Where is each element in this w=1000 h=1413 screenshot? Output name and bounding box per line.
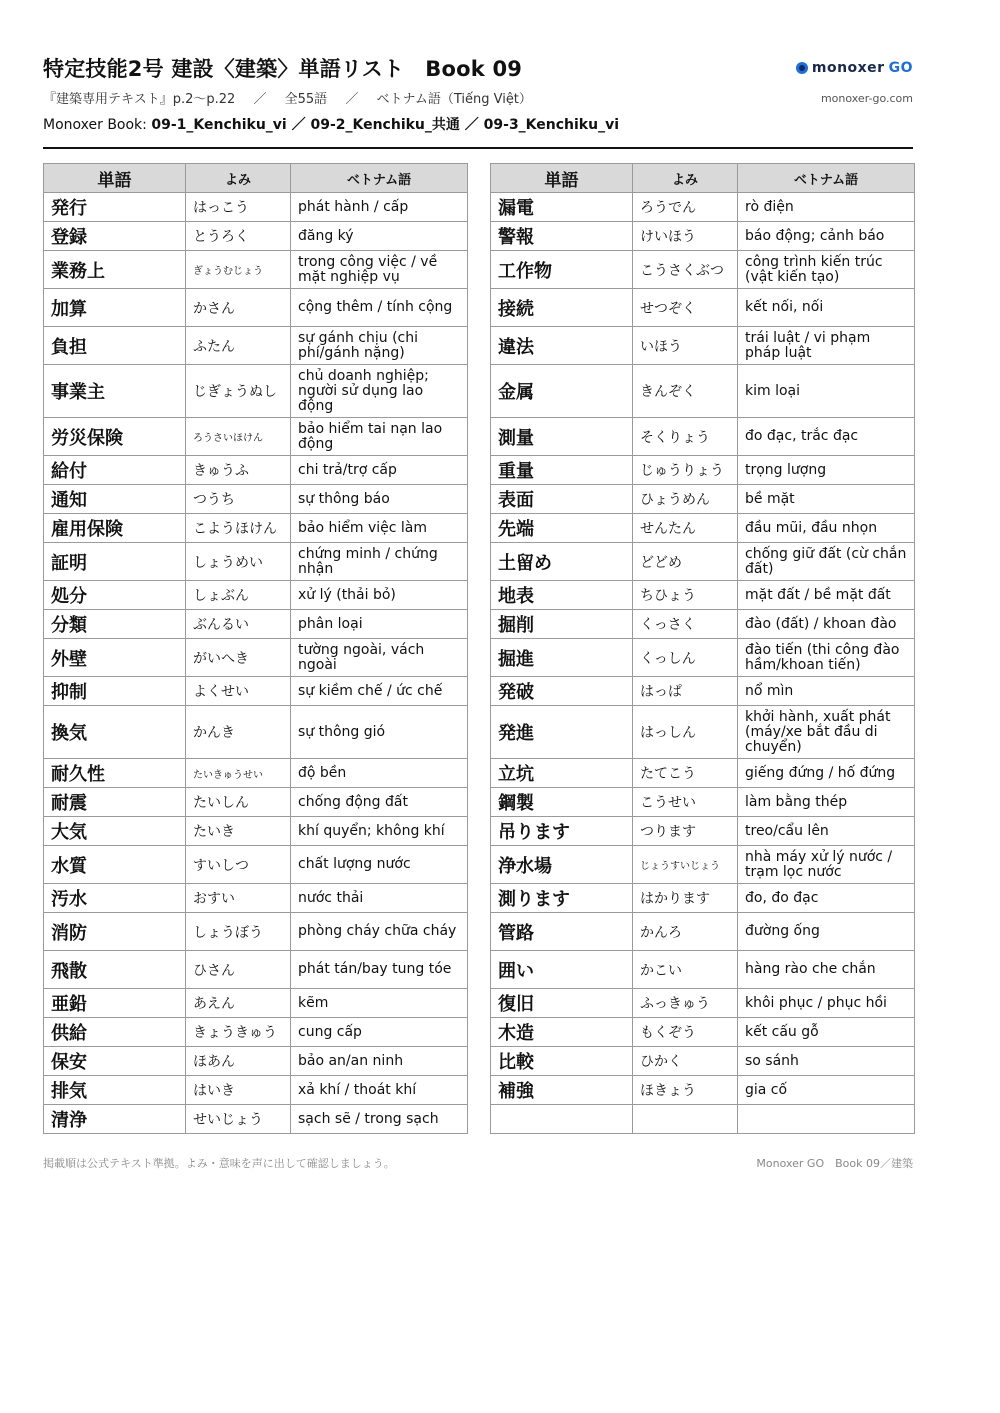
- meaning-cell: chứng minh / chứng nhận: [291, 543, 468, 581]
- yomi-cell: しょうめい: [186, 543, 291, 581]
- meaning-cell: cung cấp: [291, 1018, 468, 1047]
- yomi-cell: ろうさいほけん: [186, 418, 291, 456]
- page-title: 特定技能2号 建設〈建築〉単語リスト Book 09: [43, 57, 523, 81]
- word-cell: 木造: [491, 1018, 633, 1047]
- table-row: [491, 1105, 915, 1134]
- column-header-meaning: ベトナム語: [291, 164, 468, 193]
- meaning-cell: xả khí / thoát khí: [291, 1076, 468, 1105]
- table-row: [44, 1047, 468, 1076]
- word-cell: 重量: [491, 456, 633, 485]
- meaning-cell: phân loại: [291, 610, 468, 639]
- meaning-cell: đào (đất) / khoan đào: [738, 610, 915, 639]
- word-cell: 亜鉛: [44, 989, 186, 1018]
- meaning-cell: đo, đo đạc: [738, 884, 915, 913]
- word-count: 全55語: [284, 92, 328, 107]
- meaning-cell: kẽm: [291, 989, 468, 1018]
- table-row: [44, 639, 468, 677]
- meaning-cell: gia cố: [738, 1076, 915, 1105]
- meaning-cell: sự kiềm chế / ức chế: [291, 677, 468, 706]
- yomi-cell: けいほう: [633, 222, 738, 251]
- meaning-cell: giếng đứng / hố đứng: [738, 759, 915, 788]
- yomi-cell: こようほけん: [186, 514, 291, 543]
- yomi-cell: くっさく: [633, 610, 738, 639]
- yomi-cell: はっしん: [633, 706, 738, 759]
- meaning-cell: trong công việc / về mặt nghiệp vụ: [291, 251, 468, 289]
- word-cell: 雇用保険: [44, 514, 186, 543]
- meaning-cell: rò điện: [738, 193, 915, 222]
- meaning-cell: công trình kiến trúc (vật kiến tạo): [738, 251, 915, 289]
- word-cell: 工作物: [491, 251, 633, 289]
- page-subtitle: [43, 91, 913, 109]
- yomi-cell: ふっきゅう: [633, 989, 738, 1018]
- word-cell: 接続: [491, 289, 633, 327]
- table-row: [491, 418, 915, 456]
- meaning-cell: [738, 1105, 915, 1134]
- column-header-yomi: よみ: [186, 164, 291, 193]
- word-cell: 事業主: [44, 365, 186, 418]
- table-row: [491, 514, 915, 543]
- meaning-cell: phát hành / cấp: [291, 193, 468, 222]
- table-row: [44, 706, 468, 759]
- word-cell: 管路: [491, 913, 633, 951]
- table-row: [44, 251, 468, 289]
- yomi-cell: つります: [633, 817, 738, 846]
- yomi-cell: ぶんるい: [186, 610, 291, 639]
- yomi-cell: しょぶん: [186, 581, 291, 610]
- meaning-cell: bảo an/an ninh: [291, 1047, 468, 1076]
- yomi-cell: そくりょう: [633, 418, 738, 456]
- table-row: [44, 193, 468, 222]
- table-header-row: [44, 164, 468, 193]
- target-language: ベトナム語（Tiếng Việt）: [376, 92, 532, 107]
- yomi-cell: かんろ: [633, 913, 738, 951]
- word-cell: 掘進: [491, 639, 633, 677]
- table-row: [491, 817, 915, 846]
- table-row: [491, 913, 915, 951]
- yomi-cell: かさん: [186, 289, 291, 327]
- yomi-cell: こうさくぶつ: [633, 251, 738, 289]
- yomi-cell: ふたん: [186, 327, 291, 365]
- table-row: [491, 706, 915, 759]
- meaning-cell: chủ doanh nghiệp; người sử dụng lao động: [291, 365, 468, 418]
- meaning-cell: chất lượng nước: [291, 846, 468, 884]
- table-row: [44, 581, 468, 610]
- yomi-cell: すいしつ: [186, 846, 291, 884]
- word-cell: 吊ります: [491, 817, 633, 846]
- yomi-cell: はっぱ: [633, 677, 738, 706]
- meaning-cell: nổ mìn: [738, 677, 915, 706]
- yomi-cell: しょうぼう: [186, 913, 291, 951]
- meaning-cell: chi trả/trợ cấp: [291, 456, 468, 485]
- word-cell: 供給: [44, 1018, 186, 1047]
- word-cell: 復旧: [491, 989, 633, 1018]
- table-row: [44, 222, 468, 251]
- meaning-cell: phòng cháy chữa cháy: [291, 913, 468, 951]
- table-row: [44, 485, 468, 514]
- word-cell: 違法: [491, 327, 633, 365]
- word-cell: 地表: [491, 581, 633, 610]
- yomi-cell: ほあん: [186, 1047, 291, 1076]
- meaning-cell: hàng rào che chắn: [738, 951, 915, 989]
- yomi-cell: たいしん: [186, 788, 291, 817]
- separator: ／: [253, 92, 267, 107]
- yomi-cell: きんぞく: [633, 365, 738, 418]
- table-row: [491, 456, 915, 485]
- yomi-cell: はかります: [633, 884, 738, 913]
- table-row: [44, 1105, 468, 1134]
- meaning-cell: bảo hiểm tai nạn lao động: [291, 418, 468, 456]
- meaning-cell: kim loại: [738, 365, 915, 418]
- meaning-cell: khí quyển; không khí: [291, 817, 468, 846]
- word-cell: 分類: [44, 610, 186, 639]
- table-row: [491, 193, 915, 222]
- word-cell: 負担: [44, 327, 186, 365]
- table-row: [44, 884, 468, 913]
- yomi-cell: かこい: [633, 951, 738, 989]
- column-header-yomi: よみ: [633, 164, 738, 193]
- word-cell: 飛散: [44, 951, 186, 989]
- meaning-cell: so sánh: [738, 1047, 915, 1076]
- footer-book: Monoxer GO Book 09／建築: [756, 1157, 913, 1170]
- word-cell: 外壁: [44, 639, 186, 677]
- meaning-cell: trái luật / vi phạm pháp luật: [738, 327, 915, 365]
- word-cell: 業務上: [44, 251, 186, 289]
- yomi-cell: いほう: [633, 327, 738, 365]
- yomi-cell: じゅうりょう: [633, 456, 738, 485]
- yomi-cell: はっこう: [186, 193, 291, 222]
- table-row: [44, 1076, 468, 1105]
- table-row: [44, 610, 468, 639]
- yomi-cell: とうろく: [186, 222, 291, 251]
- table-row: [491, 327, 915, 365]
- meaning-cell: phát tán/bay tung tóe: [291, 951, 468, 989]
- yomi-cell: たてこう: [633, 759, 738, 788]
- table-row: [44, 543, 468, 581]
- yomi-cell: ろうでん: [633, 193, 738, 222]
- yomi-cell: せつぞく: [633, 289, 738, 327]
- meaning-cell: đường ống: [738, 913, 915, 951]
- meaning-cell: xử lý (thải bỏ): [291, 581, 468, 610]
- word-cell: 発進: [491, 706, 633, 759]
- table-row: [491, 759, 915, 788]
- word-cell: 警報: [491, 222, 633, 251]
- word-cell: 比較: [491, 1047, 633, 1076]
- table-row: [491, 884, 915, 913]
- table-row: [44, 989, 468, 1018]
- word-cell: 耐久性: [44, 759, 186, 788]
- text-range: 『建築専用テキスト』p.2〜p.22: [43, 92, 236, 107]
- word-cell: 金属: [491, 365, 633, 418]
- word-cell: [491, 1105, 633, 1134]
- word-cell: 処分: [44, 581, 186, 610]
- word-cell: 換気: [44, 706, 186, 759]
- table-row: [491, 1047, 915, 1076]
- monoxer-logo: [796, 60, 913, 76]
- yomi-cell: あえん: [186, 989, 291, 1018]
- meaning-cell: trọng lượng: [738, 456, 915, 485]
- word-cell: 耐震: [44, 788, 186, 817]
- table-row: [44, 1018, 468, 1047]
- table-row: [491, 222, 915, 251]
- meaning-cell: treo/cẩu lên: [738, 817, 915, 846]
- word-cell: 抑制: [44, 677, 186, 706]
- word-cell: 汚水: [44, 884, 186, 913]
- meaning-cell: kết cấu gỗ: [738, 1018, 915, 1047]
- meaning-cell: sự gánh chịu (chi phí/gánh nặng): [291, 327, 468, 365]
- table-row: [44, 289, 468, 327]
- yomi-cell: ひかく: [633, 1047, 738, 1076]
- book-ids: 09-1_Kenchiku_vi ／ 09-2_Kenchiku_共通 ／ 09-3_Kenchiku_vi: [151, 117, 620, 133]
- word-cell: 測ります: [491, 884, 633, 913]
- meaning-cell: độ bền: [291, 759, 468, 788]
- table-row: [491, 251, 915, 289]
- meaning-cell: bề mặt: [738, 485, 915, 514]
- word-cell: 補強: [491, 1076, 633, 1105]
- yomi-cell: きゅうふ: [186, 456, 291, 485]
- yomi-cell: せいじょう: [186, 1105, 291, 1134]
- yomi-cell: はいき: [186, 1076, 291, 1105]
- word-cell: 発行: [44, 193, 186, 222]
- table-row: [491, 677, 915, 706]
- table-row: [44, 418, 468, 456]
- meaning-cell: sự thông gió: [291, 706, 468, 759]
- word-cell: 鋼製: [491, 788, 633, 817]
- yomi-cell: こうせい: [633, 788, 738, 817]
- brand: [796, 60, 913, 105]
- table-row: [44, 365, 468, 418]
- yomi-cell: じょうすいじょう: [633, 846, 738, 884]
- table-row: [491, 1076, 915, 1105]
- yomi-cell: [633, 1105, 738, 1134]
- meaning-cell: đầu mũi, đầu nhọn: [738, 514, 915, 543]
- meaning-cell: báo động; cảnh báo: [738, 222, 915, 251]
- meaning-cell: nhà máy xử lý nước / trạm lọc nước: [738, 846, 915, 884]
- meaning-cell: sự thông báo: [291, 485, 468, 514]
- separator: ／: [345, 92, 359, 107]
- meaning-cell: cộng thêm / tính cộng: [291, 289, 468, 327]
- table-row: [491, 846, 915, 884]
- table-row: [491, 543, 915, 581]
- yomi-cell: ちひょう: [633, 581, 738, 610]
- book-line: [43, 116, 913, 134]
- table-row: [491, 639, 915, 677]
- meaning-cell: khôi phục / phục hồi: [738, 989, 915, 1018]
- yomi-cell: がいへき: [186, 639, 291, 677]
- table-row: [44, 677, 468, 706]
- meaning-cell: chống động đất: [291, 788, 468, 817]
- yomi-cell: ぎょうむじょう: [186, 251, 291, 289]
- page-header: [43, 55, 913, 134]
- table-row: [491, 788, 915, 817]
- meaning-cell: nước thải: [291, 884, 468, 913]
- table-row: [491, 1018, 915, 1047]
- table-row: [491, 365, 915, 418]
- meaning-cell: kết nối, nối: [738, 289, 915, 327]
- table-row: [491, 989, 915, 1018]
- word-cell: 掘削: [491, 610, 633, 639]
- word-cell: 労災保険: [44, 418, 186, 456]
- meaning-cell: làm bằng thép: [738, 788, 915, 817]
- meaning-cell: tường ngoài, vách ngoài: [291, 639, 468, 677]
- logo-suffix: GO: [888, 60, 913, 76]
- word-cell: 先端: [491, 514, 633, 543]
- yomi-cell: きょうきゅう: [186, 1018, 291, 1047]
- site-url: monoxer-go.com: [820, 92, 913, 105]
- word-cell: 水質: [44, 846, 186, 884]
- table-row: [44, 913, 468, 951]
- column-header-word: 単語: [491, 164, 633, 193]
- meaning-cell: bảo hiểm việc làm: [291, 514, 468, 543]
- yomi-cell: かんき: [186, 706, 291, 759]
- yomi-cell: たいき: [186, 817, 291, 846]
- table-row: [44, 846, 468, 884]
- yomi-cell: どどめ: [633, 543, 738, 581]
- meaning-cell: đo đạc, trắc đạc: [738, 418, 915, 456]
- yomi-cell: もくぞう: [633, 1018, 738, 1047]
- meaning-cell: khởi hành, xuất phát (máy/xe bắt đầu di chuyển): [738, 706, 915, 759]
- word-cell: 通知: [44, 485, 186, 514]
- yomi-cell: たいきゅうせい: [186, 759, 291, 788]
- table-row: [44, 951, 468, 989]
- word-cell: 登録: [44, 222, 186, 251]
- word-cell: 給付: [44, 456, 186, 485]
- yomi-cell: ひさん: [186, 951, 291, 989]
- table-row: [491, 610, 915, 639]
- word-cell: 発破: [491, 677, 633, 706]
- word-cell: 浄水場: [491, 846, 633, 884]
- table-row: [491, 485, 915, 514]
- meaning-cell: sạch sẽ / trong sạch: [291, 1105, 468, 1134]
- yomi-cell: つうち: [186, 485, 291, 514]
- yomi-cell: よくせい: [186, 677, 291, 706]
- word-cell: 囲い: [491, 951, 633, 989]
- table-row: [491, 951, 915, 989]
- meaning-cell: đăng ký: [291, 222, 468, 251]
- table-row: [44, 456, 468, 485]
- vocab-table-left: [43, 163, 468, 1134]
- table-row: [491, 581, 915, 610]
- word-cell: 証明: [44, 543, 186, 581]
- yomi-cell: ほきょう: [633, 1076, 738, 1105]
- yomi-cell: ひょうめん: [633, 485, 738, 514]
- word-cell: 測量: [491, 418, 633, 456]
- logo-text: monoxer: [811, 60, 885, 76]
- yomi-cell: せんたん: [633, 514, 738, 543]
- yomi-cell: くっしん: [633, 639, 738, 677]
- word-cell: 消防: [44, 913, 186, 951]
- meaning-cell: đào tiến (thi công đào hầm/khoan tiến): [738, 639, 915, 677]
- table-row: [44, 514, 468, 543]
- table-row: [491, 289, 915, 327]
- word-cell: 表面: [491, 485, 633, 514]
- vocab-table-right: [490, 163, 915, 1134]
- yomi-cell: おすい: [186, 884, 291, 913]
- table-row: [44, 817, 468, 846]
- monoxer-circle-icon: [796, 62, 808, 74]
- word-cell: 加算: [44, 289, 186, 327]
- word-cell: 保安: [44, 1047, 186, 1076]
- meaning-cell: chống giữ đất (cừ chắn đất): [738, 543, 915, 581]
- meaning-cell: mặt đất / bề mặt đất: [738, 581, 915, 610]
- table-row: [44, 759, 468, 788]
- header-divider: [43, 147, 913, 149]
- word-cell: 大気: [44, 817, 186, 846]
- table-row: [44, 788, 468, 817]
- column-header-meaning: ベトナム語: [738, 164, 915, 193]
- footer-note: 掲載順は公式テキスト準拠。よみ・意味を声に出して確認しましょう。: [43, 1157, 395, 1170]
- word-cell: 排気: [44, 1076, 186, 1105]
- word-cell: 土留め: [491, 543, 633, 581]
- word-cell: 清浄: [44, 1105, 186, 1134]
- table-header-row: [491, 164, 915, 193]
- table-row: [44, 327, 468, 365]
- word-cell: 漏電: [491, 193, 633, 222]
- column-header-word: 単語: [44, 164, 186, 193]
- word-cell: 立坑: [491, 759, 633, 788]
- book-prefix: Monoxer Book:: [43, 117, 152, 133]
- yomi-cell: じぎょうぬし: [186, 365, 291, 418]
